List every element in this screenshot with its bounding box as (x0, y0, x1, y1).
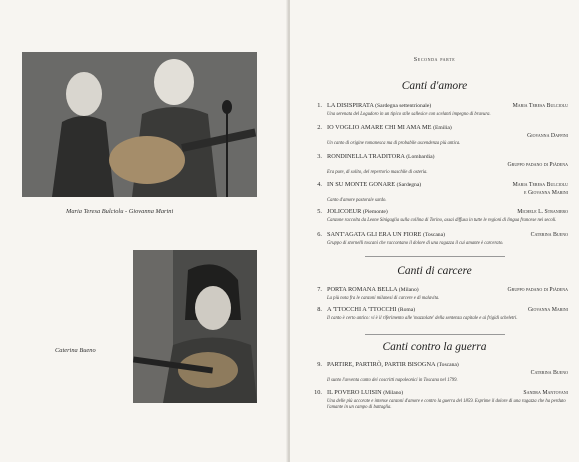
photo2-image (133, 250, 257, 403)
song-title: LA DISISPIRATA (327, 102, 374, 109)
song-description: Canzone raccolta da Leone Sinigaglia sulla collina di Torino, assai diffusa in tutte le regioni di lingua francese nei secoli. (327, 217, 557, 223)
song-title: SANT'AGATA GLI ERA UN FIORE (327, 231, 422, 238)
song-number: 4. (317, 181, 322, 188)
left-page (0, 0, 288, 462)
song-item (310, 153, 568, 176)
song-number: 9. (317, 361, 322, 368)
right-page (290, 0, 579, 462)
song-region: (Sardegna) (396, 182, 422, 188)
song-performer: Maria Teresa Bulciolu (512, 103, 568, 109)
song-title: RONDINELLA TRADITORA (327, 153, 405, 160)
song-item (310, 361, 568, 384)
song-title: IL POVERO LUISIN (327, 389, 382, 396)
song-title: PORTA ROMANA BELLA (327, 286, 398, 293)
song-description: Canto d'amore pastorale sardo. (327, 198, 387, 204)
song-number: 6. (317, 231, 322, 238)
song-number: 1. (317, 102, 322, 109)
song-item (310, 124, 568, 147)
song-performer: Maria Teresa Bulciolu (512, 182, 568, 188)
song-performer: Sandra Mantovani (523, 390, 568, 396)
song-region: (Lombardia) (406, 154, 435, 160)
song-region: (Sardegna settentrionale) (375, 103, 432, 109)
photo1-caption: Maria Teresa Bulciolu - Giovanna Marini (66, 208, 174, 215)
song-performer-line2: Giovanna Daffini (527, 132, 568, 139)
song-number: 3. (317, 153, 322, 160)
song-performer: Giovanna Marini (527, 307, 568, 313)
song-description: La più nota fra le canzoni milanesi di carcere e di malavita. (327, 295, 440, 301)
song-region: (Milano) (398, 287, 419, 293)
song-region: (Roma) (397, 307, 416, 313)
song-performer-line2: e Giovanna Marini (524, 189, 568, 196)
song-description: Il canto è certo antico: vi è il riferimento alle 'mazzolate' della sentenza capitale e ai frigidi scheletri. (327, 315, 518, 321)
song-item (310, 231, 568, 247)
song-description: Il sunto l'avventa canto dei coscritti napoleonici in Toscana nel 1799. (327, 378, 458, 384)
song-title: A 'TTOCCHI A 'TTOCCHI (327, 306, 397, 313)
song-region: (Emilia) (433, 125, 452, 131)
song-number: 5. (317, 208, 322, 215)
song-item (310, 286, 568, 302)
song-region: (Milano) (383, 390, 404, 396)
song-number: 2. (317, 124, 322, 131)
section-title: Canti di carcere (397, 265, 472, 277)
song-region: (Piemonte) (362, 209, 388, 215)
part-heading: Seconda parte (413, 56, 456, 63)
song-number: 8. (317, 306, 322, 313)
section-title: Canti contro la guerra (382, 341, 487, 353)
song-performer: Caterina Bueno (530, 232, 568, 238)
song-description: Una serenata del Logudoro in un tipico stile sallesice con scelanti impegno di bravura. (327, 111, 491, 117)
song-performer: Michele L. Straniero (517, 209, 568, 215)
song-description: Era pure, di solito, del repertorio maschile di osteria. (327, 170, 428, 176)
section-divider (365, 334, 505, 335)
song-item (310, 389, 568, 411)
song-number: 10. (314, 389, 322, 396)
song-performer-line2: Gruppo padano di Piàdena (507, 161, 568, 168)
song-item (310, 208, 568, 224)
photo-caterina (133, 250, 257, 403)
section-title: Canti d'amore (401, 80, 468, 92)
song-region: (Toscana) (436, 362, 459, 368)
song-description: Gruppo di stornelli toscani che raccontano il dolore di una ragazza il cui amante è carcerato. (327, 240, 504, 246)
song-description: Un canto di origine romanesca ma di probabile ascendenza più antica. (327, 141, 461, 147)
song-region: (Toscana) (422, 232, 445, 238)
song-title: PARTIRE, PARTIRÒ, PARTIR BISOGNA (327, 361, 436, 368)
song-performer: Gruppo padano di Piàdena (507, 287, 568, 293)
photo1-image (22, 52, 257, 197)
song-title: IO VOGLIO AMARE CHI MI AMA ME (327, 124, 432, 131)
song-performer-line2: Caterina Bueno (530, 369, 568, 376)
song-number: 7. (317, 286, 322, 293)
song-item (310, 306, 568, 322)
song-title: IN SU MONTE GONARE (327, 181, 396, 188)
song-item (310, 181, 568, 204)
section-divider (365, 256, 505, 257)
song-item (310, 102, 568, 118)
song-title: JOLICOEUR (327, 208, 362, 215)
photo-singers-guitar (22, 52, 257, 197)
photo2-caption: Caterina Bueno (55, 347, 96, 354)
song-description: Una delle più accorate e intense canzoni d'amore e contro la guerra del 1859. Esprime il dolore di una ragazza che ha perduto l'amante in un campo di battaglia. (327, 398, 566, 410)
